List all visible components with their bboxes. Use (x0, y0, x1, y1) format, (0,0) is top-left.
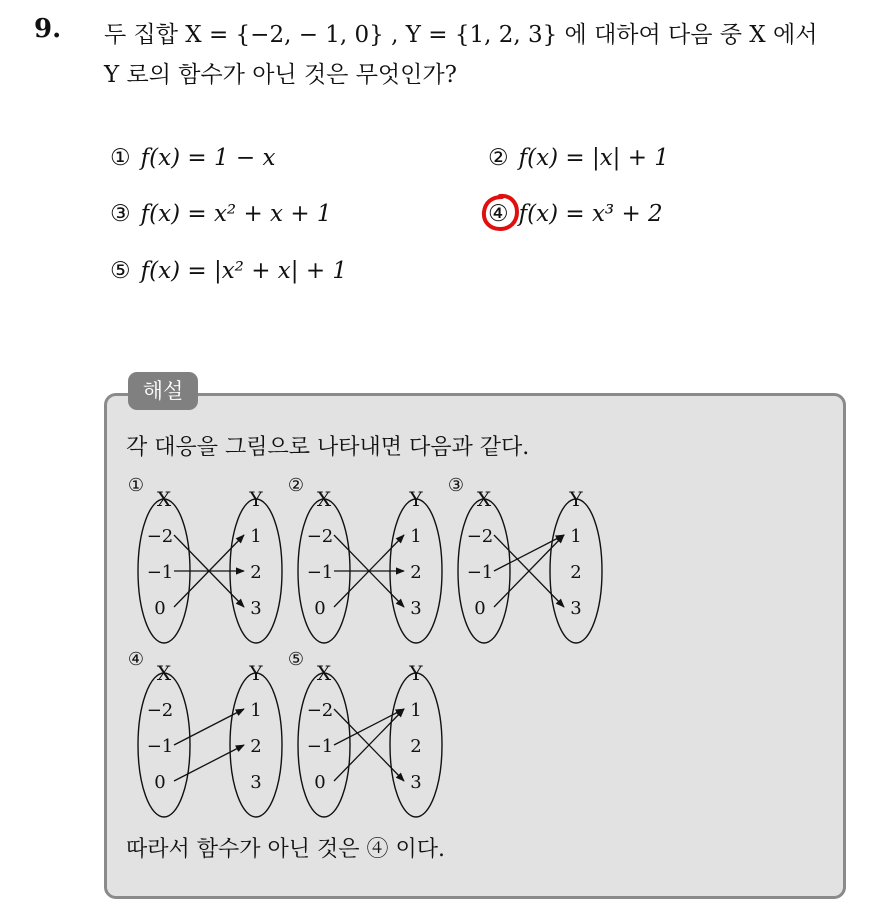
diagram-4-y-element-1: 1 (250, 700, 262, 721)
choice-5-expr: f(x) = |x² + x| + 1 (140, 258, 348, 284)
choice-4-mark: ④ (488, 201, 509, 227)
diagram-1-y-element-1: 1 (250, 526, 262, 547)
diagram-2-y-element-3: 3 (410, 598, 422, 619)
diagram-5-y-element-3: 3 (410, 772, 422, 793)
solution-tab-label: 해설 (128, 372, 198, 410)
choice-3-mark: ③ (110, 201, 131, 227)
solution-conclusion: 따라서 함수가 아닌 것은 ④ 이다. (126, 837, 445, 862)
diagram-1-y-element-2: 2 (250, 562, 262, 583)
diagram-2-mark: ② (287, 475, 305, 496)
choice-1-expr: f(x) = 1 − x (140, 145, 276, 171)
diagram-4-y-element-3: 3 (250, 772, 262, 793)
diagram-5-y-element-2: 2 (410, 736, 422, 757)
diagram-2-x-label: X (316, 487, 332, 511)
solution-intro: 각 대응을 그림으로 나타내면 다음과 같다. (126, 435, 530, 460)
diagram-4-x-element-3: 0 (154, 772, 166, 793)
diagram-4-x-label: X (156, 661, 172, 685)
diagram-3-x-label: X (476, 487, 492, 511)
diagram-4-arrow-3 (174, 745, 244, 781)
question-number: 9. (34, 14, 62, 44)
diagram-3-y-element-3: 3 (570, 598, 582, 619)
choice-1-mark: ① (110, 145, 131, 171)
choice-5-mark: ⑤ (110, 258, 131, 284)
diagram-5-y-element-1: 1 (410, 700, 422, 721)
diagram-3-y-element-1: 1 (570, 526, 582, 547)
diagram-3-arrow-2 (494, 535, 564, 571)
diagram-1-x-label: X (156, 487, 172, 511)
diagram-3-mark: ③ (447, 475, 465, 496)
choice-4-expr: f(x) = x³ + 2 (518, 201, 663, 227)
diagram-2-x-element-3: 0 (314, 598, 326, 619)
diagram-5-x-label: X (316, 661, 332, 685)
diagram-4-x-element-1: −2 (146, 700, 174, 721)
diagram-4-arrow-2 (174, 709, 244, 745)
diagram-2-x-element-1: −2 (306, 526, 334, 547)
diagram-2-y-element-1: 1 (410, 526, 422, 547)
diagram-2-y-label: Y (409, 487, 423, 511)
diagram-1-mark: ① (127, 475, 145, 496)
diagram-4-mark: ④ (127, 649, 145, 670)
diagram-5-x-element-1: −2 (306, 700, 334, 721)
diagram-4-x-element-2: −1 (146, 736, 174, 757)
choice-3-expr: f(x) = x² + x + 1 (140, 201, 332, 227)
diagram-5-mark: ⑤ (287, 649, 305, 670)
diagram-3-y-label: Y (569, 487, 583, 511)
diagram-3-y-element-2: 2 (570, 562, 582, 583)
diagram-3-x-element-1: −2 (466, 526, 494, 547)
diagram-1-y-label: Y (249, 487, 263, 511)
diagram-5-arrow-2 (334, 709, 404, 745)
diagram-1-y-element-3: 3 (250, 598, 262, 619)
question-text-line-2: Y 로의 함수가 아닌 것은 무엇인가? (104, 62, 457, 88)
diagram-1-x-element-3: 0 (154, 598, 166, 619)
diagram-4-y-element-2: 2 (250, 736, 262, 757)
diagram-5-x-element-3: 0 (314, 772, 326, 793)
diagram-3-x-element-3: 0 (474, 598, 486, 619)
diagram-1-x-element-2: −1 (146, 562, 174, 583)
diagram-1-x-element-1: −2 (146, 526, 174, 547)
question-text-line-1: 두 집합 X = {−2, − 1, 0} , Y = {1, 2, 3} 에 대하여 다음 중 X 에서 (104, 22, 818, 48)
choice-2-mark: ② (488, 145, 509, 171)
diagram-4-y-label: Y (249, 661, 263, 685)
diagram-2-x-element-2: −1 (306, 562, 334, 583)
choice-2-expr: f(x) = |x| + 1 (518, 145, 669, 171)
diagram-3-x-element-2: −1 (466, 562, 494, 583)
diagram-5-y-label: Y (409, 661, 423, 685)
diagram-2-y-element-2: 2 (410, 562, 422, 583)
diagram-5-x-element-2: −1 (306, 736, 334, 757)
